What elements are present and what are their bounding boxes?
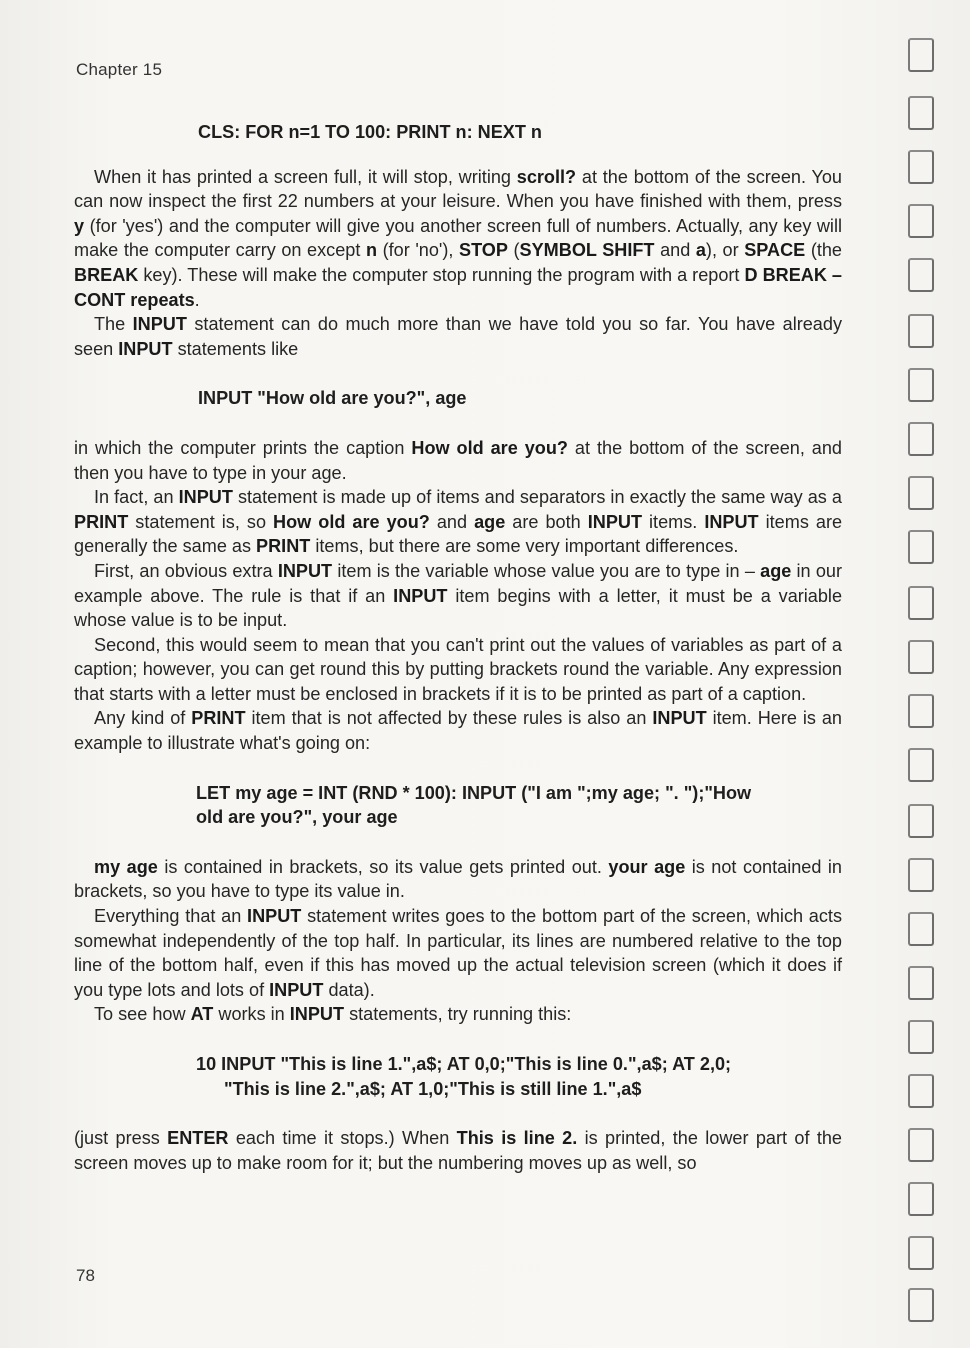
binding-hole xyxy=(908,1182,934,1216)
page-body xyxy=(74,120,842,1175)
binding-hole xyxy=(908,476,934,510)
paragraph-input-intro: The INPUT statement can do much more than we have told you so far. You have already seen INPUT statements like xyxy=(74,314,842,359)
binding-hole xyxy=(908,368,934,402)
binding-hole xyxy=(908,530,934,564)
binding-hole xyxy=(908,966,934,1000)
binding-hole xyxy=(908,748,934,782)
binding-hole xyxy=(908,150,934,184)
paragraph-my-age: my age is contained in brackets, so its value gets printed out. your age is not contained in brackets, so you have to type its value in. xyxy=(74,856,842,902)
binding-hole xyxy=(908,258,934,292)
code-input-age: INPUT "How old are you?", age xyxy=(198,388,467,409)
binding-hole xyxy=(908,1288,934,1322)
binding-hole xyxy=(908,804,934,838)
paragraph-caption: in which the computer prints the caption How old are you? at the bottom of the screen, and then you have to type in your age. xyxy=(74,437,842,483)
binding-hole xyxy=(908,1128,934,1162)
binding-hole xyxy=(908,586,934,620)
binding-hole xyxy=(908,640,934,674)
binding-hole xyxy=(908,96,934,130)
paragraph-items: In fact, an INPUT statement is made up of items and separators in exactly the same way as a PRINT statement is, so How old are you? and age are both INPUT items. INPUT items are generally the same as PRINT items, but there are some very important differences. xyxy=(74,487,843,557)
chapter-header: Chapter 15 xyxy=(76,60,163,79)
binding-hole xyxy=(908,314,934,348)
paragraph-any-print: Any kind of PRINT item that is not affected by these rules is also an INPUT item. Here is an example to illustrate what's going on: xyxy=(74,708,842,754)
code-at-example: 10 INPUT "This is line 1.",a$; AT 0,0;"This is line 0.",a$; AT 2,0; "This is line 2.",a$; AT 1,0;"This is still line 1.",a$ xyxy=(196,1054,732,1099)
paragraph-first: First, an obvious extra INPUT item is the variable whose value you are to type in – age in our example above. The rule is that if an INPUT item begins with a letter, it must be a variable whose value is to be input. xyxy=(74,560,843,631)
binding-hole xyxy=(908,858,934,892)
page-number: 78 xyxy=(76,1266,95,1285)
binding-hole xyxy=(908,38,934,72)
paragraph-enter: (just press ENTER each time it stops.) When This is line 2. is printed, the lower part of the screen moves up to make room for it; but the numbering moves up as well, so xyxy=(74,1128,842,1173)
paragraph-at: To see how AT works in INPUT statements, try running this: xyxy=(94,1004,572,1025)
code-let-my-age: LET my age = INT (RND * 100): INPUT ("I am ";my age; ". ");"How old are you?", your age xyxy=(196,782,752,828)
paragraph-bottom-screen: Everything that an INPUT statement writes goes to the bottom part of the screen, which acts somewhat independently of the top half. In particular, its lines are numbered relative to the top line of the bottom half, even if this has moved up the actual television screen (which it does if you type lots and lots of INPUT data). xyxy=(74,906,842,1000)
paragraph-scroll: When it has printed a screen full, it will stop, writing scroll? at the bottom of the screen. You can now inspect the first 22 numbers at your leisure. When you have finished with them, press y (for 'yes') and the computer will give you another screen full of numbers. Actually, any key will make the computer carry on except n (for 'no'), STOP (SYMBOL SHIFT and a), or SPACE (the BREAK key). These will make the computer stop running the program with a report D BREAK – CONT repeats. xyxy=(74,166,842,310)
binding-hole xyxy=(908,422,934,456)
binding-hole xyxy=(908,912,934,946)
paragraph-second: Second, this would seem to mean that you can't print out the values of variables as part of a caption; however, you can get round this by putting brackets round the variable. Any expression that starts with a letter must be enclosed in brackets if it is to be printed as part of a caption. xyxy=(74,634,842,704)
binding-hole xyxy=(908,694,934,728)
code-cls-loop: CLS: FOR n=1 TO 100: PRINT n: NEXT n xyxy=(198,122,542,142)
binding-hole xyxy=(908,1020,934,1054)
binding-hole xyxy=(908,1074,934,1108)
binding-hole xyxy=(908,1236,934,1270)
binding-hole xyxy=(908,204,934,238)
binding-holes xyxy=(898,30,958,1330)
